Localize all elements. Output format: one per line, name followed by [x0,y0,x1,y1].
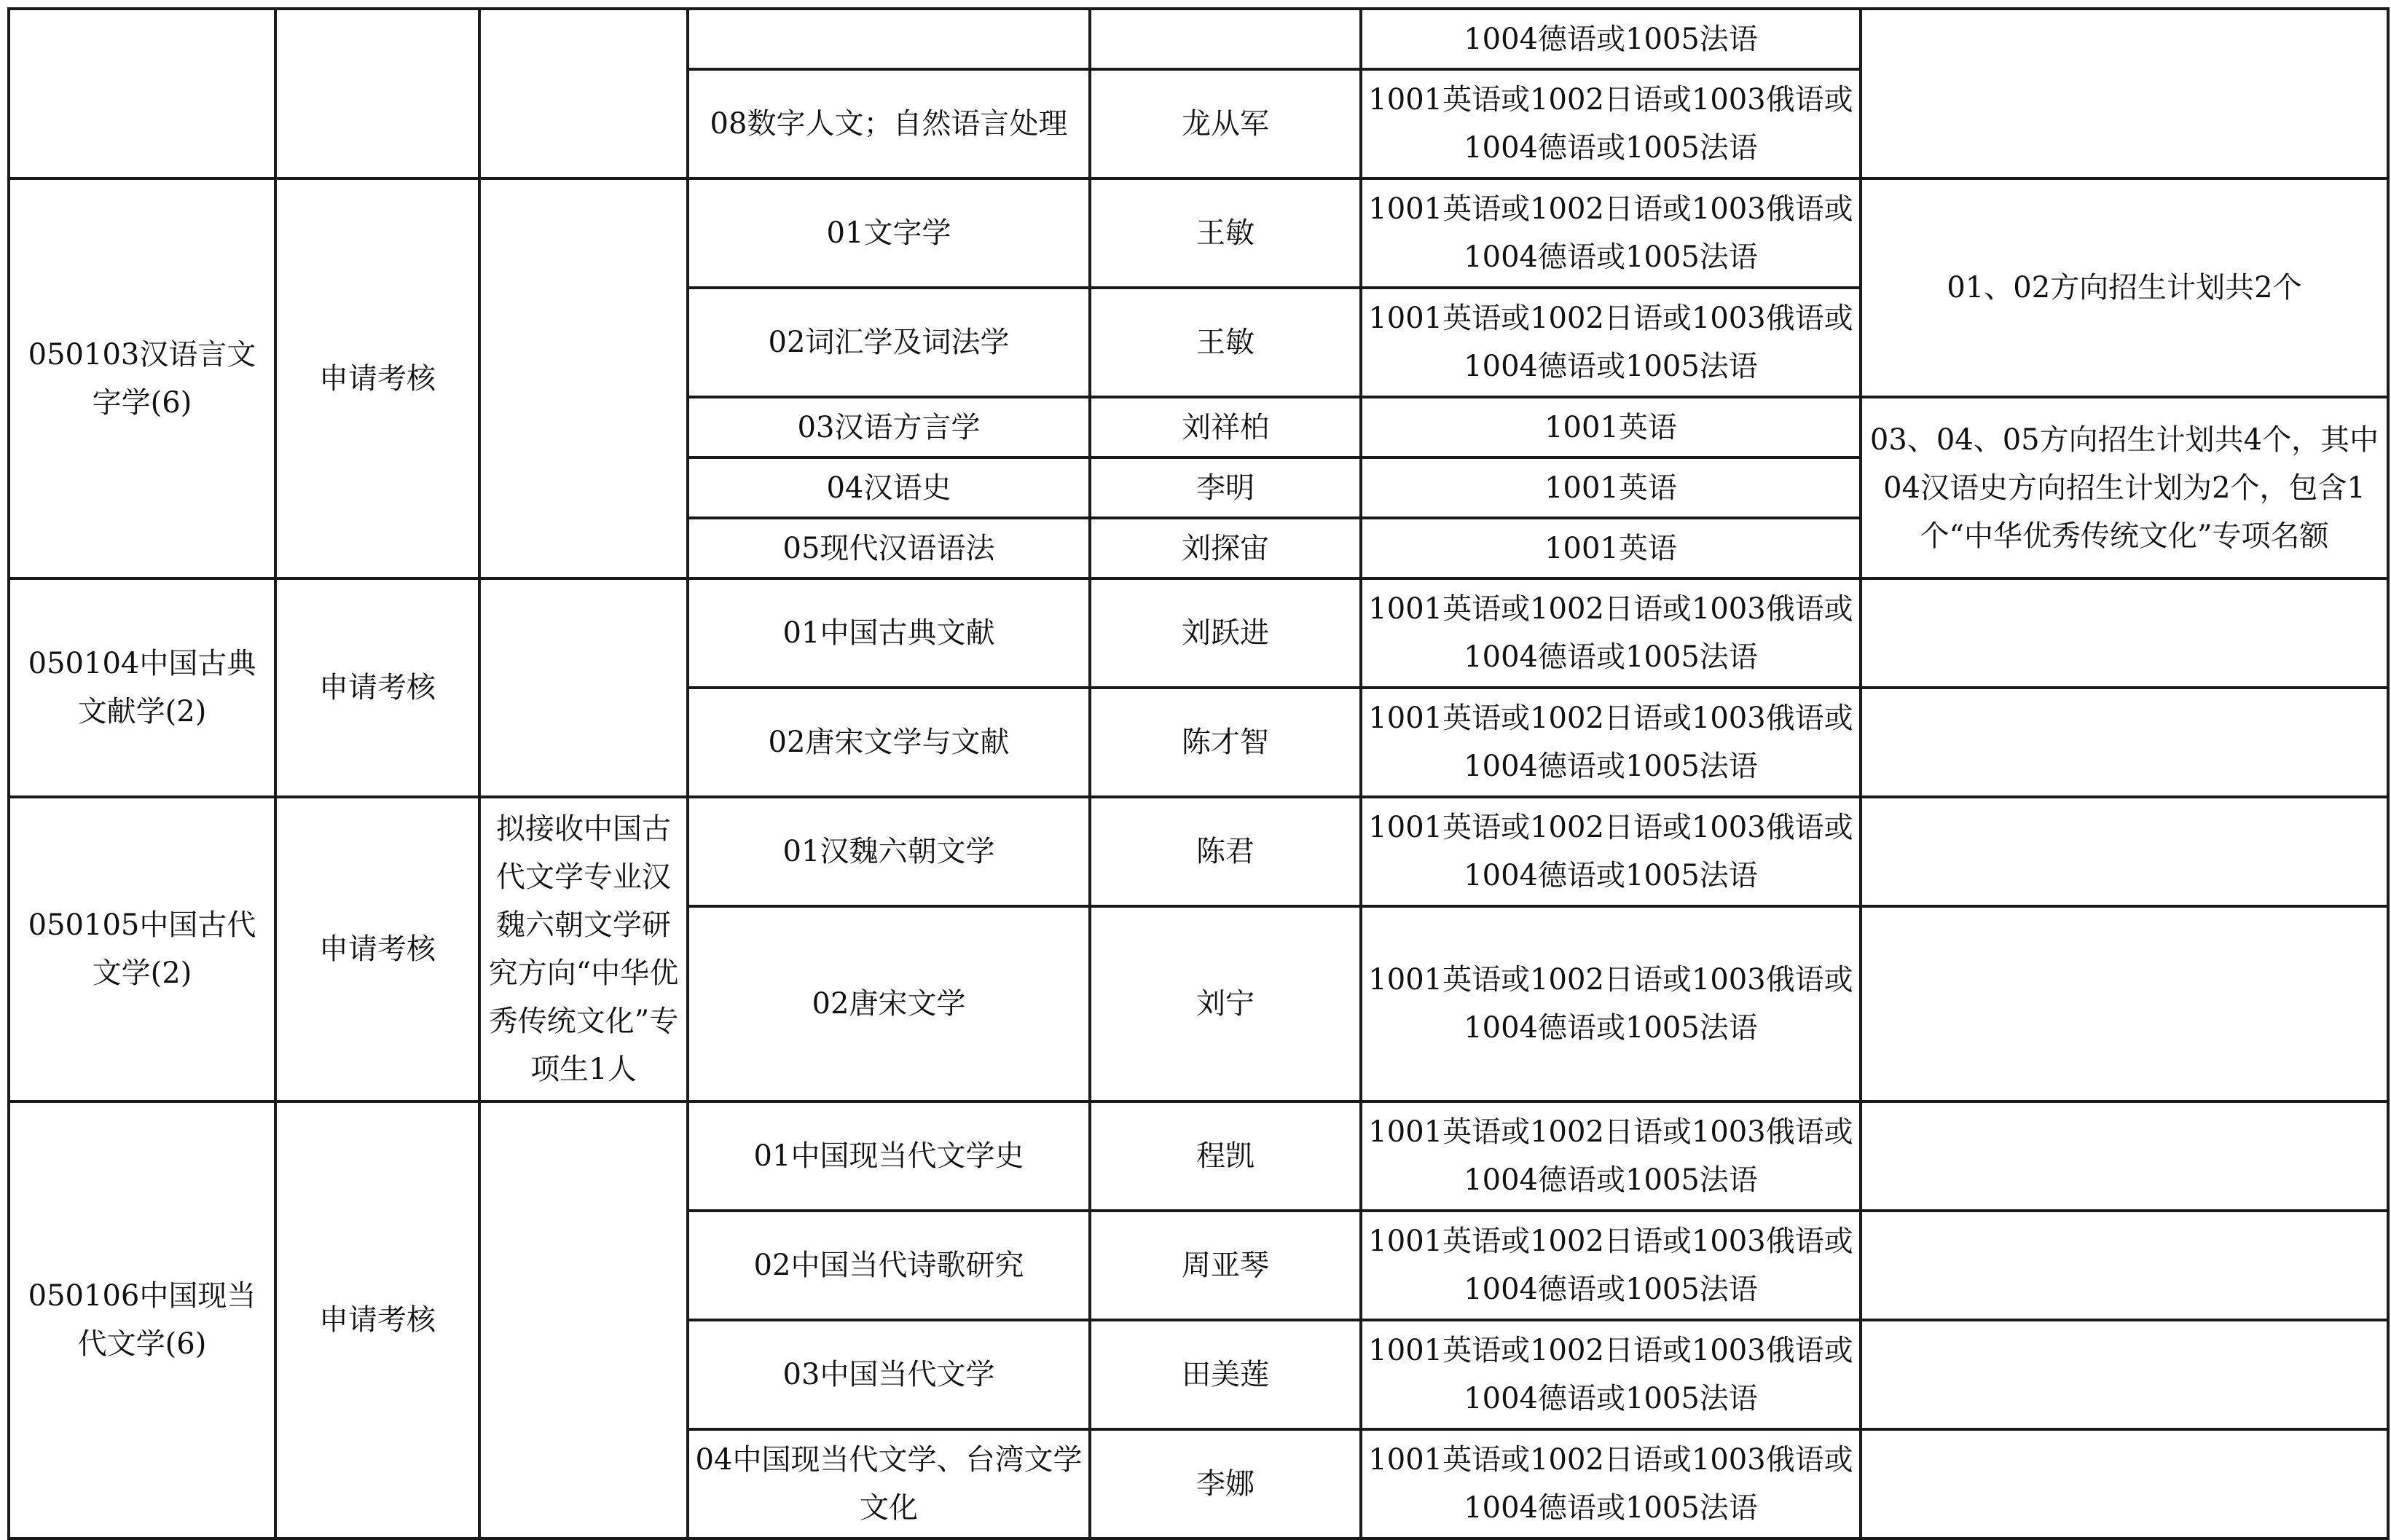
advisor-cell: 田美莲 [1090,1320,1361,1429]
direction-cell: 02唐宋文学 [688,906,1090,1101]
advisor-cell: 刘宁 [1090,906,1361,1101]
direction-cell: 05现代汉语语法 [688,518,1090,578]
note-cell [1861,906,2388,1101]
remark-cell [479,578,688,797]
enrollment-table [7,7,2390,1540]
method-cell [275,9,479,178]
note-cell [1861,1320,2388,1429]
major-name-cell: 050105中国古代文学(2) [9,797,275,1101]
direction-cell: 03汉语方言学 [688,397,1090,457]
note-cell: 01、02方向招生计划共2个 [1861,178,2388,397]
direction-cell: 04中国现当代文学、台湾文学文化 [688,1429,1090,1539]
direction-cell: 03中国当代文学 [688,1320,1090,1429]
direction-cell: 04汉语史 [688,457,1090,518]
foreign-language-cell: 1001英语或1002日语或1003俄语或1004德语或1005法语 [1361,1101,1861,1211]
direction-cell: 02中国当代诗歌研究 [688,1211,1090,1320]
direction-cell: 02词汇学及词法学 [688,288,1090,397]
advisor-cell: 周亚琴 [1090,1211,1361,1320]
foreign-language-cell: 1001英语或1002日语或1003俄语或1004德语或1005法语 [1361,1429,1861,1539]
foreign-language-cell: 1001英语或1002日语或1003俄语或1004德语或1005法语 [1361,578,1861,688]
table-row [9,9,2388,69]
method-cell: 申请考核 [275,797,479,1101]
major-name-cell: 050104中国古典文献学(2) [9,578,275,797]
foreign-language-cell: 1001英语 [1361,457,1861,518]
advisor-cell: 程凯 [1090,1101,1361,1211]
advisor-cell: 陈才智 [1090,688,1361,797]
direction-cell: 08数字人文；自然语言处理 [688,69,1090,178]
foreign-language-cell: 1001英语或1002日语或1003俄语或1004德语或1005法语 [1361,906,1861,1101]
note-cell [1861,1429,2388,1539]
foreign-language-cell: 1001英语或1002日语或1003俄语或1004德语或1005法语 [1361,688,1861,797]
note-cell [1861,797,2388,906]
major-name-cell [9,9,275,178]
foreign-language-cell: 1004德语或1005法语 [1361,9,1861,69]
table-row [9,1101,2388,1211]
foreign-language-cell: 1001英语或1002日语或1003俄语或1004德语或1005法语 [1361,178,1861,288]
foreign-language-cell: 1001英语或1002日语或1003俄语或1004德语或1005法语 [1361,1211,1861,1320]
foreign-language-cell: 1001英语或1002日语或1003俄语或1004德语或1005法语 [1361,797,1861,906]
foreign-language-cell: 1001英语或1002日语或1003俄语或1004德语或1005法语 [1361,69,1861,178]
table-row [9,797,2388,906]
direction-cell: 01中国古典文献 [688,578,1090,688]
advisor-cell: 刘跃进 [1090,578,1361,688]
remark-cell [479,1101,688,1539]
advisor-cell: 李娜 [1090,1429,1361,1539]
major-name-cell: 050103汉语言文字学(6) [9,178,275,578]
direction-cell: 01汉魏六朝文学 [688,797,1090,906]
note-cell [1861,1211,2388,1320]
foreign-language-cell: 1001英语或1002日语或1003俄语或1004德语或1005法语 [1361,288,1861,397]
foreign-language-cell: 1001英语 [1361,518,1861,578]
remark-cell [479,9,688,178]
remark-cell: 拟接收中国古代文学专业汉魏六朝文学研究方向“中华优秀传统文化”专项生1人 [479,797,688,1101]
advisor-cell: 陈君 [1090,797,1361,906]
advisor-cell: 龙从军 [1090,69,1361,178]
advisor-cell: 刘探宙 [1090,518,1361,578]
foreign-language-cell: 1001英语 [1361,397,1861,457]
direction-cell: 02唐宋文学与文献 [688,688,1090,797]
major-name-cell: 050106中国现当代文学(6) [9,1101,275,1539]
note-cell [1861,578,2388,688]
advisor-cell: 王敏 [1090,288,1361,397]
advisor-cell: 李明 [1090,457,1361,518]
note-cell [1861,688,2388,797]
table-row [9,578,2388,688]
note-cell [1861,1101,2388,1211]
method-cell: 申请考核 [275,178,479,578]
remark-cell [479,178,688,578]
direction-cell: 01文字学 [688,178,1090,288]
direction-cell [688,9,1090,69]
direction-cell: 01中国现当代文学史 [688,1101,1090,1211]
advisor-cell: 王敏 [1090,178,1361,288]
advisor-cell: 刘祥柏 [1090,397,1361,457]
method-cell: 申请考核 [275,1101,479,1539]
advisor-cell [1090,9,1361,69]
foreign-language-cell: 1001英语或1002日语或1003俄语或1004德语或1005法语 [1361,1320,1861,1429]
note-cell [1861,9,2388,178]
method-cell: 申请考核 [275,578,479,797]
note-cell: 03、04、05方向招生计划共4个，其中04汉语史方向招生计划为2个，包含1个“中华优秀传统文化”专项名额 [1861,397,2388,578]
table-row [9,178,2388,288]
